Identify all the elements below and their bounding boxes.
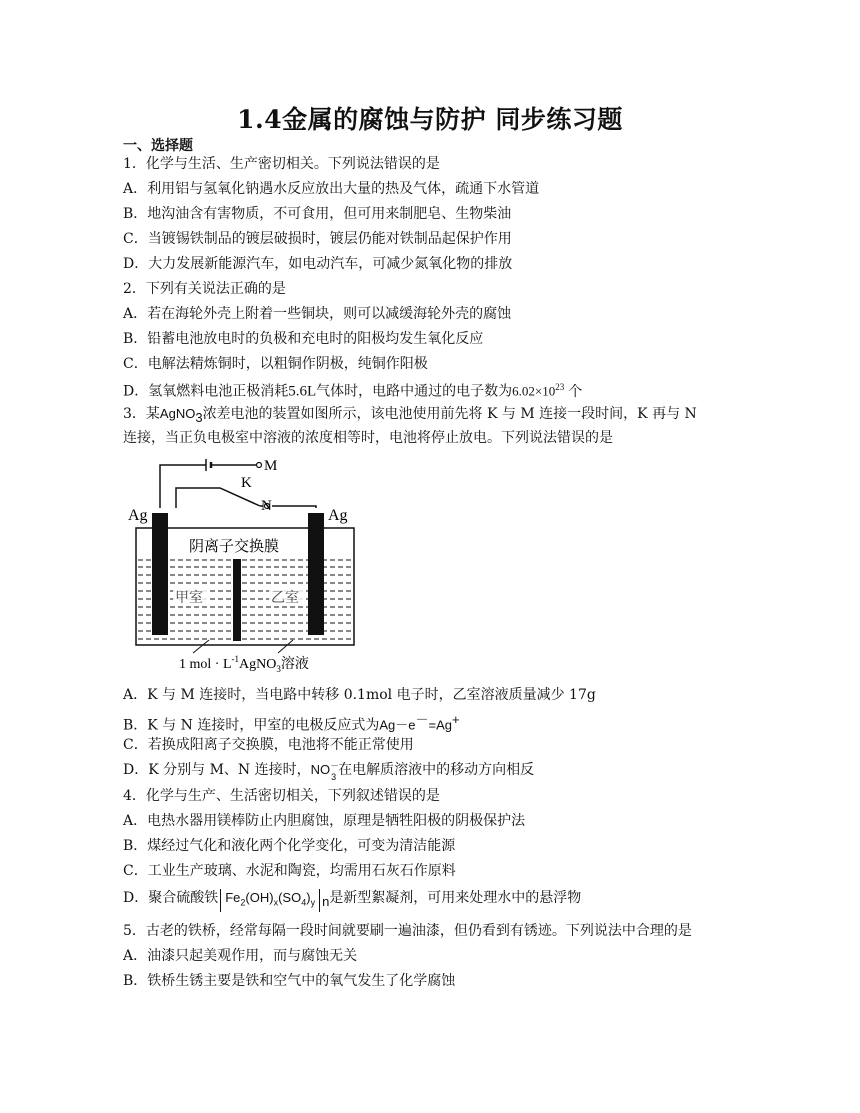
question-1-stem: 1．化学与生活、生产密切相关。下列说法错误的是: [123, 156, 440, 172]
label-k: K: [241, 475, 252, 491]
question-4-option-c: C．工业生产玻璃、水泥和陶瓷，均需用石灰石作原料: [123, 863, 456, 879]
question-1-option-c: C．当镀锡铁制品的镀层破损时，镀层仍能对铁制品起保护作用: [123, 231, 512, 247]
question-3-stem: 3．某AgNO$_3$浓差电池的装置如图所示，该电池使用前先将 K 与 M 连接一段时间，K 再与 N: [123, 406, 697, 425]
anion-exchange-membrane: [233, 559, 241, 641]
question-1-option-b: B．地沟油含有害物质，不可食用，但可用来制肥皂、生物柴油: [123, 206, 512, 222]
label-ag-right: Ag: [328, 507, 348, 524]
room-left-label: 甲室: [175, 591, 203, 606]
ag-electrode-right: [308, 513, 324, 635]
question-3-option-c: C．若换成阳离子交换膜，电池将不能正常使用: [123, 737, 414, 753]
question-2-option-b: B．铅蓄电池放电时的负极和充电时的阳极均发生氧化反应: [123, 331, 484, 347]
label-n: N: [261, 498, 272, 514]
membrane-label: 阴离子交换膜: [189, 539, 280, 555]
section-heading: 一、选择题: [123, 138, 193, 154]
question-2-option-c: C．电解法精炼铜时，以粗铜作阴极，纯铜作阳极: [123, 356, 428, 372]
question-5-stem: 5．古老的铁桥，经常每隔一段时间就要刷一遍油漆，但仍看到有锈迹。下列说法中合理的是: [123, 923, 692, 939]
question-2-option-a: A．若在海轮外壳上附着一些铜块，则可以减缓海轮外壳的腐蚀: [123, 306, 512, 322]
formula-bracket: $Fe_2(OH)_x(SO_4)_y$: [220, 889, 320, 912]
terminal-m: [257, 463, 262, 468]
question-1-option-a: A．利用铝与氢氧化钠遇水反应放出大量的热及气体，疏通下水管道: [123, 181, 540, 197]
question-2-option-d: D．氢氧燃料电池正极消耗5.6L气体时，电路中通过的电子数为$6.02\times 10^{23}$ 个: [123, 382, 583, 400]
label-m: M: [264, 458, 278, 474]
question-4-option-a: A．电热水器用镁棒防止内胆腐蚀，原理是牺牲阳极的阴极保护法: [123, 813, 526, 829]
question-1-option-d: D．大力发展新能源汽车，如电动汽车，可减少氮氧化物的排放: [123, 256, 513, 272]
solution-label: 1 mol · $L^{-1}AgNO_3$溶液: [179, 654, 309, 674]
question-3-stem-continued: 连接，当正负电极室中溶液的浓度相等时，电池将停止放电。下列说法错误的是: [123, 430, 613, 446]
question-4-stem: 4．化学与生产、生活密切相关，下列叙述错误的是: [123, 788, 440, 804]
label-ag-left: Ag: [128, 507, 148, 524]
question-2-stem: 2．下列有关说法正确的是: [123, 281, 286, 297]
question-5-option-a: A．油漆只起美观作用，而与腐蚀无关: [123, 948, 358, 964]
page-title: 1.4金属的腐蚀与防护 同步练习题: [237, 105, 623, 134]
concentration-cell-figure: [123, 450, 363, 680]
question-4-option-b: B．煤经过气化和液化两个化学变化，可变为清洁能源: [123, 838, 456, 854]
question-5-option-b: B．铁桥生锈主要是铁和空气中的氧气发生了化学腐蚀: [123, 973, 456, 989]
ag-electrode-left: [152, 513, 168, 635]
question-3-option-b: B．K 与 N 连接时，甲室的电极反应式为Ag－e－=Ag+: [123, 712, 460, 734]
question-4-option-d: D．聚合硫酸铁 $Fe_2(OH)_x(SO_4)_y$ $_n$是新型絮凝剂，可用来处理水中的悬浮物: [123, 889, 581, 912]
question-3-option-a: A．K 与 M 连接时，当电路中转移 0.1mol 电子时，乙室溶液质量减少 17g: [123, 687, 596, 703]
room-right-label: 乙室: [271, 591, 299, 606]
question-3-option-d: D．K 分别与 M、N 连接时，NO － 3 在电解质溶液中的移动方向相反: [123, 761, 535, 782]
